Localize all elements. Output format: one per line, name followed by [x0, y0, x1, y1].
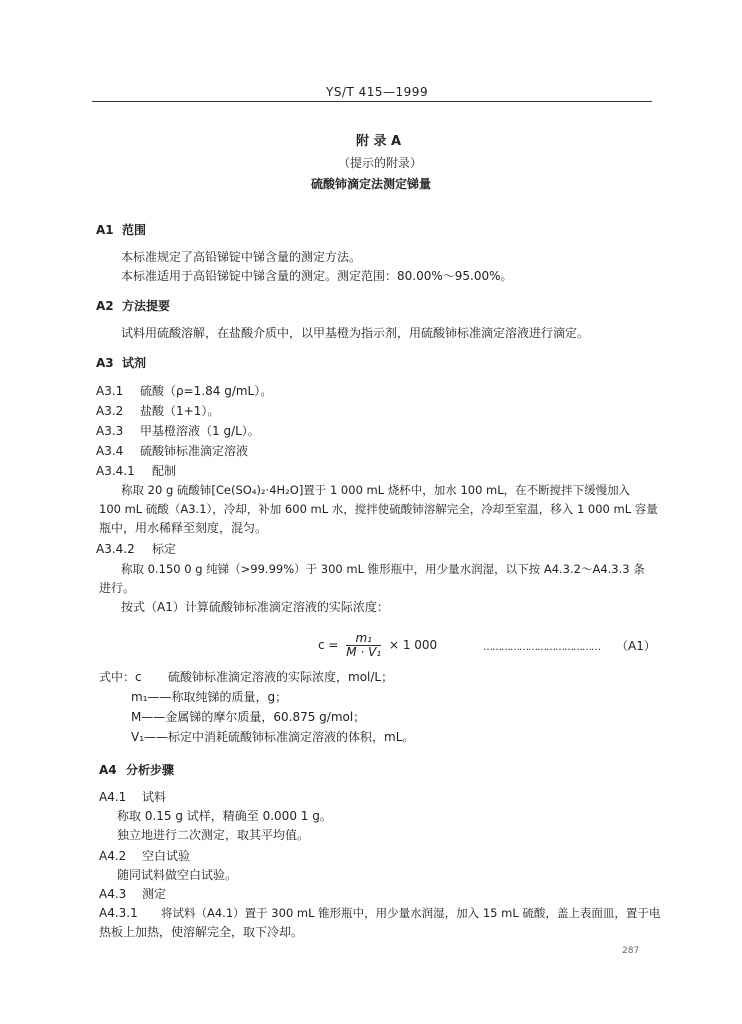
a4-2-num: A4.2: [99, 849, 127, 863]
a4-1-num: A4.1: [99, 790, 127, 804]
formula-lhs: c =: [318, 638, 339, 652]
a3-item-text: 配制: [152, 464, 177, 478]
a4-1-title: 试料: [142, 790, 167, 804]
formula-denominator: M · V₁: [346, 645, 382, 659]
section-a4-number: A4: [99, 763, 117, 777]
a4-1-line-1: 称取 0.15 g 试样，精确至 0.000 1 g。: [117, 809, 332, 823]
section-a1-number: A1: [96, 223, 114, 237]
formula-factor: × 1 000: [388, 638, 438, 652]
a4-2-title: 空白试验: [142, 849, 191, 863]
a1-line-2: 本标准适用于高铅锑锭中锑含量的测定。测定范围：80.00%～95.00%。: [121, 269, 513, 283]
formula-dots: …………………………………: [483, 642, 600, 653]
a2-line-1: 试料用硫酸溶解，在盐酸介质中，以甲基橙为指示剂，用硫酸铈标准滴定溶液进行滴定。: [121, 326, 590, 340]
a3-item-num: A3.4.1: [96, 464, 135, 478]
section-a1-title: 范围: [122, 223, 147, 237]
a4-3-title: 测定: [142, 887, 167, 901]
a4-3-num: A4.3: [99, 887, 127, 901]
where-def: M——金属锑的摩尔质量，60.875 g/mol；: [131, 710, 366, 724]
page-number: 287: [622, 946, 640, 956]
appendix-title: 附 录 A: [356, 134, 402, 149]
a3-std-title: 标定: [152, 542, 177, 556]
a3-item-num: A3.3: [96, 424, 124, 438]
formula-fraction: [346, 632, 381, 659]
formula-numerator: m₁: [346, 632, 381, 646]
where-def: V₁——标定中消耗硫酸铈标准滴定溶液的体积，mL。: [131, 730, 415, 744]
header-rule: [92, 101, 652, 102]
where-def: 硫酸铈标准滴定溶液的实际浓度，mol/L；: [168, 670, 394, 684]
formula-label: （A1）: [616, 639, 656, 653]
a4-3-1-line-2: 热板上加热，使溶解完全，取下冷却。: [99, 925, 304, 939]
section-a3-number: A3: [96, 356, 114, 370]
a3-item-num: A3.4: [96, 444, 124, 458]
a3-std-num: A3.4.2: [96, 542, 135, 556]
prep-line-3: 瓶中，用水稀释至刻度，混匀。: [99, 521, 268, 535]
formula-a1: [318, 632, 437, 659]
section-a2-title: 方法提要: [122, 299, 171, 313]
appendix-subtitle: （提示的附录）: [338, 156, 423, 170]
prep-line-1: 称取 20 g 硫酸铈[Ce(SO₄)₂·4H₂O]置于 1 000 mL 烧杯中，加水 100 mL，在不断搅拌下缓慢加入: [121, 483, 631, 497]
section-a4-title: 分析步骤: [126, 763, 175, 777]
prep-line-2: 100 mL 硫酸（A3.1），冷却，补加 600 mL 水，搅拌使硫酸铈溶解完全，冷却至室温，移入 1 000 mL 容量: [99, 502, 658, 516]
a4-3-1-num: A4.3.1: [99, 906, 138, 920]
section-a3-title: 试剂: [122, 356, 147, 370]
section-a2-number: A2: [96, 299, 114, 313]
a3-item-text: 甲基橙溶液（1 g/L）。: [140, 424, 260, 438]
std-line-1: 称取 0.150 0 g 纯锑（>99.99%）于 300 mL 锥形瓶中，用少量水润湿，以下按 A4.3.2～A4.3.3 条: [121, 562, 645, 576]
a4-1-line-2: 独立地进行二次测定，取其平均值。: [117, 828, 310, 842]
a3-item-text: 硫酸（ρ=1.84 g/mL）。: [140, 384, 273, 398]
appendix-heading: 硫酸铈滴定法测定锑量: [311, 177, 432, 191]
a3-item-num: A3.2: [96, 404, 124, 418]
a3-item-num: A3.1: [96, 384, 124, 398]
a4-3-1-line-1: 将试料（A4.1）置于 300 mL 锥形瓶中，用少量水润湿，加入 15 mL 硫酸，盖上表面皿，置于电: [161, 906, 661, 920]
a3-item-text: 盐酸（1+1）。: [140, 404, 220, 418]
std-line-2: 进行。: [99, 581, 136, 595]
a4-2-line-1: 随同试料做空白试验。: [117, 868, 238, 882]
a3-item-text: 硫酸铈标准滴定溶液: [140, 444, 249, 458]
where-def: m₁——称取纯锑的质量，g；: [131, 690, 288, 704]
where-lead: 式中：c: [99, 670, 142, 684]
standard-code: YS/T 415—1999: [326, 85, 429, 99]
a1-line-1: 本标准规定了高铅锑锭中锑含量的测定方法。: [121, 250, 362, 264]
calc-line: 按式（A1）计算硫酸铈标准滴定溶液的实际浓度：: [121, 600, 389, 614]
